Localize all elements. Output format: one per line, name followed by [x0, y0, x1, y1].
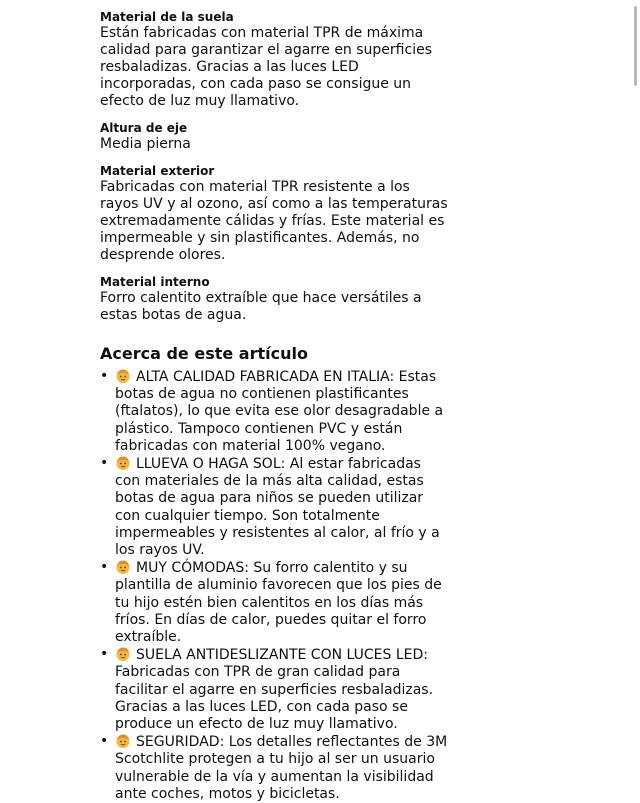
- bullet-text: ALTA CALIDAD FABRICADA EN ITALIA: Estas botas de agua no contienen plastificantes (ftalatos), lo que evita ese olor desagradable a plástico. Tampoco contienen PVC y están fabricadas con material 100% vegano.: [115, 369, 444, 454]
- attribute-sole-material: [100, 9, 450, 110]
- child-emoji-icon: [115, 368, 131, 384]
- about-bullet-item: [100, 646, 450, 733]
- attribute-label: Material interno: [100, 275, 210, 289]
- about-section-title: Acerca de este artículo: [100, 344, 308, 363]
- bullet-text: SUELA ANTIDESLIZANTE CON LUCES LED: Fabricadas con TPR de gran calidad para facilitar el agarre en superficies resbaladizas. Gracias a las luces LED, con cada paso se produce un efecto de luz muy llamativo.: [115, 647, 434, 733]
- attribute-value: Media pierna: [100, 136, 191, 152]
- attribute-label: Altura de eje: [100, 121, 188, 135]
- attribute-value: Forro calentito extraíble que hace versátiles a estas botas de agua.: [100, 290, 422, 323]
- bullet-text: SEGURIDAD: Los detalles reflectantes de 3M Scotchlite protegen a tu hijo al ser un usuario vulnerable de la vía y aumentan la visibilidad ante coches, motos y bicicletas.: [115, 734, 448, 802]
- child-emoji-icon: [115, 455, 131, 471]
- attribute-outer-material: [100, 163, 450, 264]
- product-details: [100, 9, 450, 803]
- page-scrollbar[interactable]: [634, 6, 637, 86]
- attribute-inner-material: [100, 274, 450, 324]
- attribute-shaft-height: [100, 120, 450, 153]
- attribute-label: Material de la suela: [100, 10, 234, 24]
- bullet-text: LLUEVA O HAGA SOL: Al estar fabricadas con materiales de la más alta calidad, estas botas de agua para niños se pueden utilizar con cualquier tiempo. Son totalmente impermeables y resistentes al calor, al frío y a los rayos UV.: [115, 456, 440, 559]
- about-bullet-item: [100, 733, 450, 803]
- child-emoji-icon: [115, 646, 131, 662]
- about-bullet-list: [100, 368, 450, 803]
- about-bullet-item: [100, 455, 450, 559]
- attribute-label: Material exterior: [100, 164, 215, 178]
- about-bullet-item: [100, 559, 450, 646]
- child-emoji-icon: [115, 733, 131, 749]
- child-emoji-icon: [115, 559, 131, 575]
- attribute-value: Están fabricadas con material TPR de máxima calidad para garantizar el agarre en superficies resbaladizas. Gracias a las luces LED incorporadas, con cada paso se consigue un efecto de luz muy llamativo.: [100, 25, 432, 109]
- attribute-value: Fabricadas con material TPR resistente a los rayos UV y al ozono, así como a las temperaturas extremadamente cálidas y frías. Este material es impermeable y sin plastificantes. Además, no desprende olores.: [100, 179, 448, 263]
- about-bullet-item: [100, 368, 450, 455]
- bullet-text: MUY CÓMODAS: Su forro calentito y su plantilla de aluminio favorecen que los pies de tu hijo estén bien calentitos en los días más fríos. En días de calor, puedes quitar el forro extraíble.: [115, 560, 442, 646]
